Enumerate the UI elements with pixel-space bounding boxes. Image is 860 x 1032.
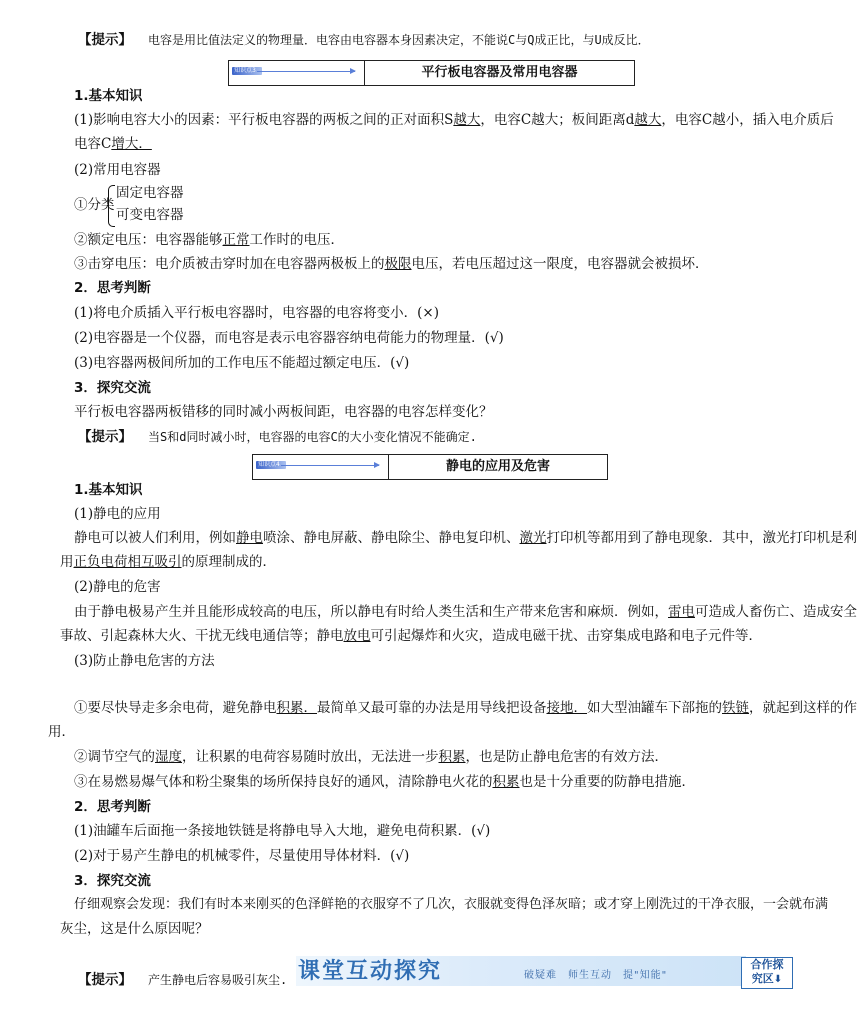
judge-item: (1)油罐车后面拖一条接地铁链是将静电导入大地，避免电荷积累．(√) [74,823,491,839]
judge-item: (2)对于易产生静电的机械零件，尽量使用导体材料．(√) [74,848,410,864]
text-span: 可造成人畜伤亡、造成安全 [695,604,857,620]
text-span: 可引起爆炸和火灾，造成电磁干扰、击穿集成电路和电子元件等． [370,628,762,644]
underlined-answer: 极限 [384,256,412,272]
underlined-answer: 湿度 [155,749,182,765]
hint-label: 【提示】 [78,32,132,48]
text-span: 最简单又最可靠的办法是用导线把设备 [317,700,547,716]
underlined-answer: 接地． [546,700,587,716]
text-span: ，让积累的电荷容易随时放出，无法进一步 [182,749,439,765]
hint-label: 【提示】 [78,429,132,445]
section-header-box [252,454,608,480]
judge-item: (2)电容器是一个仪器，而电容是表示电容器容纳电荷能力的物理量．(√) [74,330,504,346]
text-span: 喷涂、静电屏蔽、静电除尘、静电复印机、 [263,530,520,546]
arrow-icon [257,71,355,72]
text-span: (1)影响电容大小的因素：平行板电容器的两板之间的正对面积S [74,112,454,128]
text-span: 由于静电极易产生并且能形成较高的电压，所以静电有时给人类生活和生产带来危害和麻烦．例如， [74,604,668,620]
hint-paragraph [78,427,477,447]
underlined-answer: 铁链 [722,700,749,716]
explore-heading: 3．探究交流 [74,380,151,396]
underlined-answer: 放电 [343,628,371,644]
section-tag-cell [253,455,389,479]
text-span: ，也是防止静电危害的有效方法． [465,749,668,765]
section-title: 平行板电容器及常用电容器 [421,65,578,80]
section-header-box [228,60,635,86]
paragraph [60,626,762,646]
text-span: 事故、引起森林大火、干扰无线电通信等；静电 [60,628,344,644]
paragraph [74,528,857,548]
text-span: 也是十分重要的防静电措施． [519,774,695,790]
underlined-answer: 正常 [222,232,250,248]
underlined-answer: 积累 [492,774,520,790]
badge-line: 合作探 [750,958,784,971]
section-tag: 知识点4 [256,461,286,469]
paragraph: (2)常用电容器 [74,162,161,178]
underlined-answer: 越大 [634,112,662,128]
underlined-answer: 正负电荷相互吸引 [73,554,182,570]
paragraph [74,110,834,130]
paragraph [60,552,276,572]
classify-label: ①分类 [74,197,115,213]
text-span: 电压，若电压超过这一限度，电容器就会被损坏． [411,256,709,272]
judge-heading: 2．思考判断 [74,799,151,815]
text-span: 用 [60,554,74,570]
text-span: ③在易燃易爆气体和粉尘聚集的场所保持良好的通风，清除静电火花的 [74,774,493,790]
paragraph [74,134,152,154]
section-title: 静电的应用及危害 [445,459,550,474]
underlined-answer: 越大 [453,112,481,128]
arrow-down-icon: ⬇ [773,974,783,985]
explore-question: 仔细观察会发现：我们有时本来刚买的色泽鲜艳的衣服穿不了几次，衣服就变得色泽灰暗；或才穿上刚洗过的干净衣服，一会就布满 [74,897,829,912]
text-span: ②额定电压：电容器能够 [74,232,223,248]
underlined-answer: 积累． [276,700,317,716]
underlined-answer: 雷电 [668,604,695,620]
paragraph: (1)静电的应用 [74,506,161,522]
paragraph: (2)静电的危害 [74,579,161,595]
judge-heading: 2．思考判断 [74,280,151,296]
underlined-answer: 增大． [111,136,152,152]
judge-item: (1)将电介质插入平行板电容器时，电容器的电容将变小．(×) [74,305,439,321]
paragraph [74,747,668,767]
text-span: 如大型油罐车下部拖的 [587,700,722,716]
paragraph [74,698,857,718]
hint-label: 【提示】 [78,972,132,988]
paragraph: (3)防止静电危害的方法 [74,653,215,669]
paragraph [74,254,709,274]
explore-question: 平行板电容器两板错移的同时减小两板间距，电容器的电容怎样变化？ [74,404,493,420]
text-span: ，就起到这样的作 [749,700,857,716]
paragraph [74,772,695,792]
explore-question: 灰尘，这是什么原因呢？ [60,921,209,937]
section-tag: 知识点3 [232,67,262,75]
classify-item: 固定电容器 [116,185,184,201]
hint-paragraph [78,970,287,990]
text-span: 打印机等都用到了静电现象．其中，激光打印机是利 [546,530,857,546]
section-tag-cell [229,61,365,85]
paragraph: 用． [48,724,75,740]
paragraph [74,230,344,250]
text-span: 静电可以被人们利用，例如 [74,530,236,546]
text-span: 工作时的电压． [249,232,344,248]
classify-item: 可变电容器 [116,207,184,223]
badge-line [742,972,792,987]
underlined-answer: 静电 [236,530,263,546]
text-span: ，电容C越大；板间距离d [480,112,635,128]
text-span: ，电容C越小，插入电介质后 [661,112,834,128]
arrow-icon [281,465,379,466]
text-span: ③击穿电压：电介质被击穿时加在电容器两极板上的 [74,256,385,272]
text-span: ②调节空气的 [74,749,155,765]
hint-text: 产生静电后容易吸引灰尘. [148,973,288,987]
text-span: 的原理制成的． [181,554,276,570]
basic-knowledge-heading: 1.基本知识 [74,88,143,104]
underlined-answer: 积累 [438,749,466,765]
cooperative-zone-badge[interactable] [741,957,793,989]
banner-subtitle: 破疑难 师生互动 提"知能" [524,970,668,981]
basic-knowledge-heading: 1.基本知识 [74,482,143,498]
judge-item: (3)电容器两极间所加的工作电压不能超过额定电压．(√) [74,355,410,371]
badge-text: 究区 [751,972,774,985]
paragraph [74,602,857,622]
banner-title: 课堂互动探究 [298,958,443,984]
underlined-answer: 激光 [519,530,547,546]
explore-heading: 3．探究交流 [74,873,151,889]
brace-icon [108,185,115,227]
hint-paragraph [78,30,650,50]
text-span: 电容C [74,136,112,152]
text-span: ①要尽快导走多余电荷，避免静电 [74,700,277,716]
hint-text: 电容是用比值法定义的物理量．电容由电容器本身因素决定，不能说C与Q成正比，与U成反比． [148,33,650,47]
hint-text: 当S和d同时减小时，电容器的电容C的大小变化情况不能确定. [148,430,477,444]
